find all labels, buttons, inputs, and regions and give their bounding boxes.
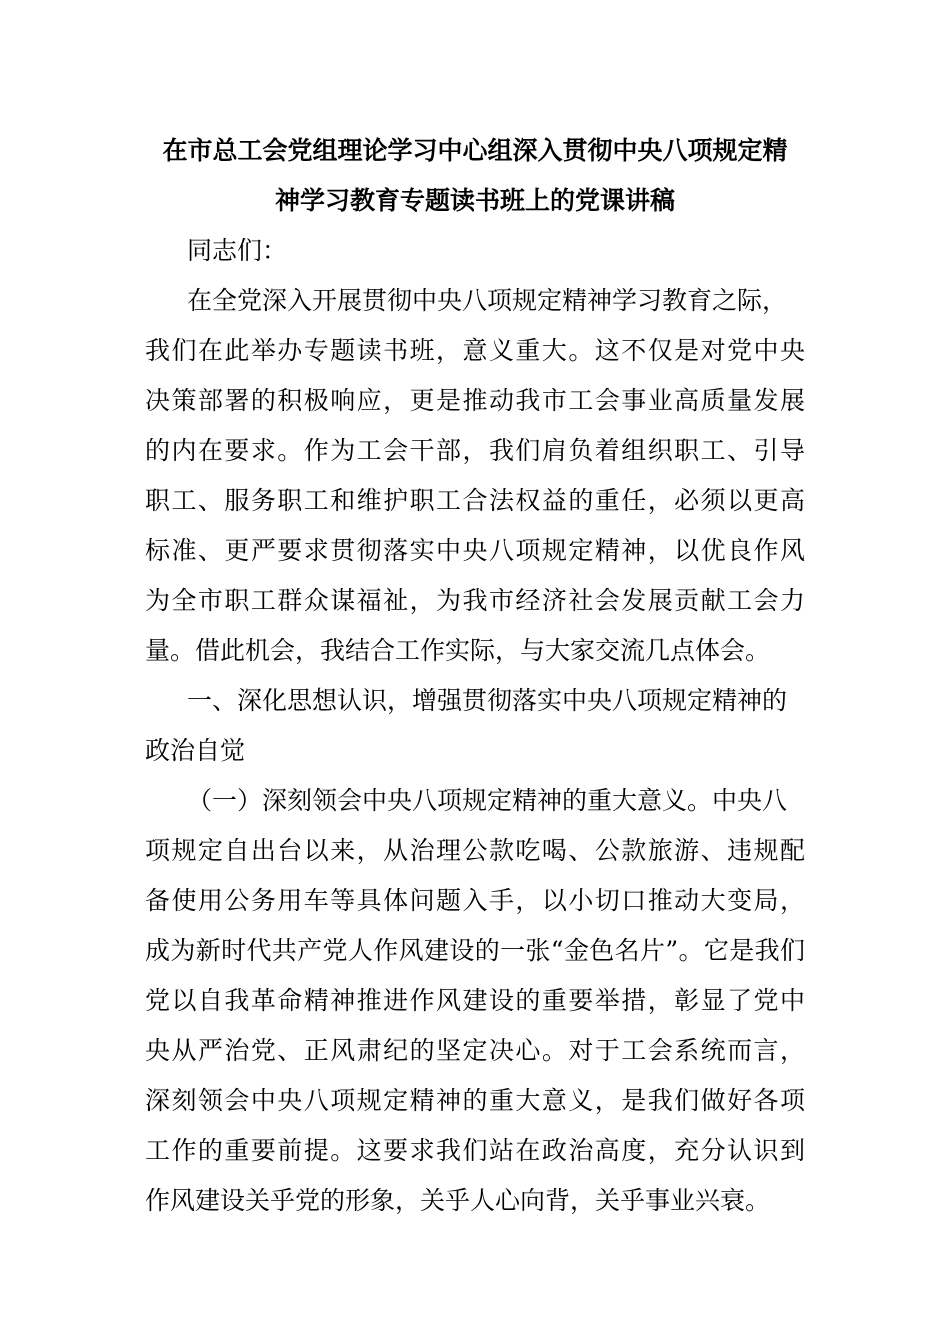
paragraph-line: 我们在此举办专题读书班，意义重大。这不仅是对党中央 xyxy=(145,336,805,365)
paragraph-line: 工作的重要前提。这要求我们站在政治高度，充分认识到 xyxy=(145,1136,805,1165)
paragraph-line: 职工、服务职工和维护职工合法权益的重任，必须以更高 xyxy=(145,486,805,515)
paragraph-line: 的内在要求。作为工会干部，我们肩负着组织职工、引导 xyxy=(145,436,805,465)
paragraph-line: 作风建设关乎党的形象，关乎人心向背，关乎事业兴衰。 xyxy=(145,1186,771,1215)
paragraph-line: 成为新时代共产党人作风建设的一张“金色名片”。它是我们 xyxy=(145,936,805,965)
paragraph-line: 量。借此机会，我结合工作实际，与大家交流几点体会。 xyxy=(145,636,771,665)
paragraph-line: 备使用公务用车等具体问题入手，以小切口推动大变局， xyxy=(145,886,805,915)
section-heading-line: 政治自觉 xyxy=(145,736,246,765)
document-title-line-2: 神学习教育专题读书班上的党课讲稿 xyxy=(274,186,675,215)
paragraph-line: 标准、更严要求贯彻落实中央八项规定精神，以优良作风 xyxy=(145,536,805,565)
paragraph-line: 在全党深入开展贯彻中央八项规定精神学习教育之际， xyxy=(187,286,788,315)
document-title-line-1: 在市总工会党组理论学习中心组深入贯彻中央八项规定精 xyxy=(162,136,788,165)
paragraph-line: 党以自我革命精神推进作风建设的重要举措，彰显了党中 xyxy=(145,986,805,1015)
paragraph-line: 深刻领会中央八项规定精神的重大意义，是我们做好各项 xyxy=(145,1086,805,1115)
section-heading-line: 一、深化思想认识，增强贯彻落实中央八项规定精神的 xyxy=(187,686,788,715)
paragraph-line: 决策部署的积极响应，更是推动我市工会事业高质量发展 xyxy=(145,386,805,415)
salutation: 同志们： xyxy=(187,236,288,265)
paragraph-line: 项规定自出台以来，从治理公款吃喝、公款旅游、违规配 xyxy=(145,836,805,865)
paragraph-line: 央从严治党、正风肃纪的坚定决心。对于工会系统而言， xyxy=(145,1036,805,1065)
paragraph-line: （一）深刻领会中央八项规定精神的重大意义。中央八 xyxy=(187,786,788,815)
paragraph-line: 为全市职工群众谋福祉，为我市经济社会发展贡献工会力 xyxy=(145,586,805,615)
